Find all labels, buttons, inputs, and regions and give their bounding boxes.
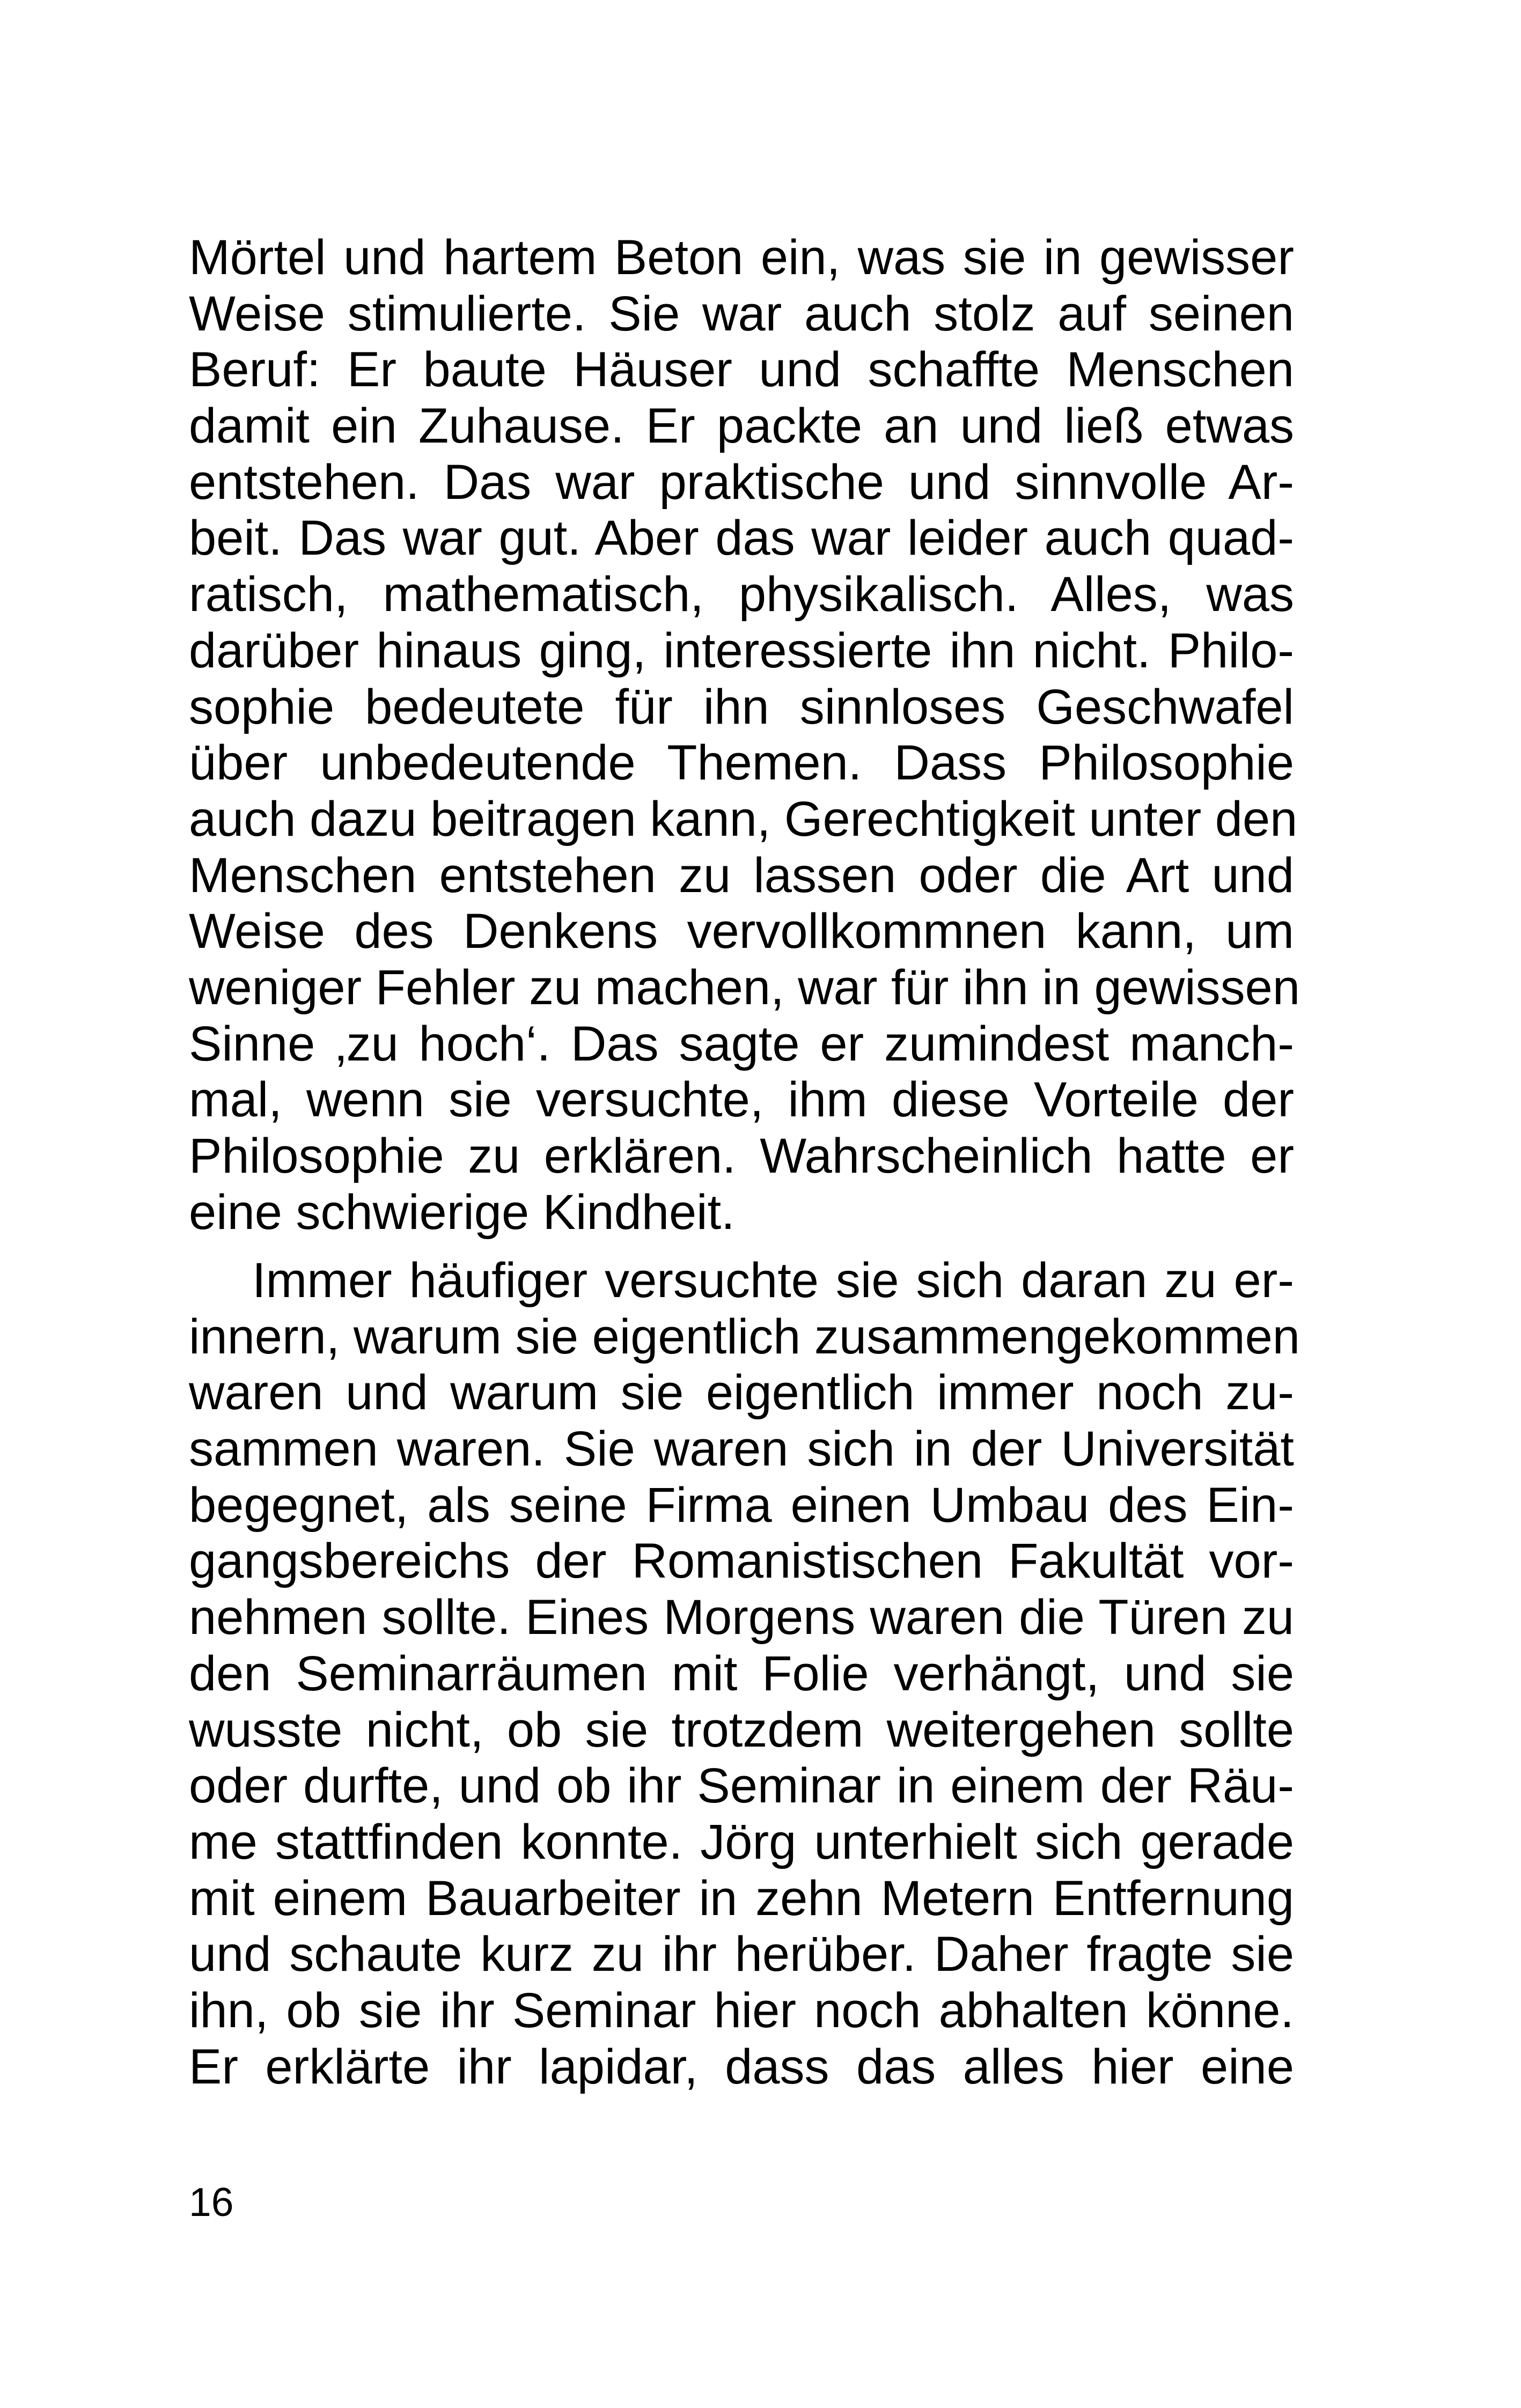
text-line: eine schwierige Kindheit. [189, 1184, 735, 1240]
text-line: nehmen sollte. Eines Morgens waren die Türen zu [189, 1590, 1294, 1645]
text-line: Er erklärte ihr lapidar, dass das alles hier eine [189, 2039, 1294, 2094]
text-line: auch dazu beitragen kann, Gerechtigkeit unter den [189, 791, 1298, 846]
paragraph-2 [189, 1253, 1300, 2095]
page-number: 16 [189, 2179, 234, 2225]
text-line: begegnet, als seine Firma einen Umbau des Ein- [189, 1477, 1294, 1533]
text-line: beit. Das war gut. Aber das war leider auch quad- [189, 511, 1294, 566]
text-line: darüber hinaus ging, interessierte ihn nicht. Philo- [189, 623, 1294, 678]
text-line: weniger Fehler zu machen, war für ihn in gewissen [189, 960, 1300, 1015]
text-line: waren und warum sie eigentlich immer noch zu- [189, 1365, 1294, 1420]
text-line: entstehen. Das war praktische und sinnvolle Ar- [189, 454, 1294, 510]
text-line: sammen waren. Sie waren sich in der Universität [189, 1422, 1294, 1477]
text-line: Weise des Denkens vervollkommnen kann, um [189, 904, 1294, 959]
text-line: wusste nicht, ob sie trotzdem weitergehen sollte [189, 1702, 1294, 1757]
text-line: Weise stimulierte. Sie war auch stolz auf seinen [189, 286, 1294, 341]
text-line: damit ein Zuhause. Er packte an und ließ etwas [189, 399, 1294, 454]
text-line: gangsbereichs der Romanistischen Fakultät vor- [189, 1534, 1294, 1589]
text-line: den Seminarräumen mit Folie verhängt, und sie [189, 1646, 1294, 1701]
text-line: innern, warum sie eigentlich zusammengekommen [189, 1309, 1300, 1364]
text-line: Philosophie zu erklären. Wahrscheinlich hatte er [189, 1129, 1294, 1183]
text-line: Sinne ‚zu hoch‘. Das sagte er zumindest manch- [189, 1016, 1294, 1071]
text-line: Mörtel und hartem Beton ein, was sie in gewisser [189, 230, 1294, 285]
text-line: oder durfte, und ob ihr Seminar in einem der Räu- [189, 1758, 1294, 1814]
text-line: ratisch, mathematisch, physikalisch. Alles, was [189, 567, 1294, 622]
text-line: Immer häufiger versuchte sie sich daran zu er- [252, 1253, 1294, 1308]
text-line: ihn, ob sie ihr Seminar hier noch abhalten könne. [189, 1983, 1294, 2038]
paragraph-1 [189, 230, 1300, 1240]
text-line: über unbedeutende Themen. Dass Philosophie [189, 735, 1294, 791]
text-line: Menschen entstehen zu lassen oder die Art und [189, 848, 1294, 903]
text-line: mit einem Bauarbeiter in zehn Metern Entfernung [189, 1871, 1294, 1926]
text-line: sophie bedeutete für ihn sinnloses Geschwafel [189, 679, 1294, 734]
text-line: me stattfinden konnte. Jörg unterhielt sich gerade [189, 1814, 1294, 1869]
text-line: Beruf: Er baute Häuser und schaffte Menschen [189, 342, 1294, 397]
text-line: und schaute kurz zu ihr herüber. Daher fragte sie [189, 1927, 1294, 1982]
text-line: mal, wenn sie versuchte, ihm diese Vorteile der [189, 1072, 1294, 1128]
